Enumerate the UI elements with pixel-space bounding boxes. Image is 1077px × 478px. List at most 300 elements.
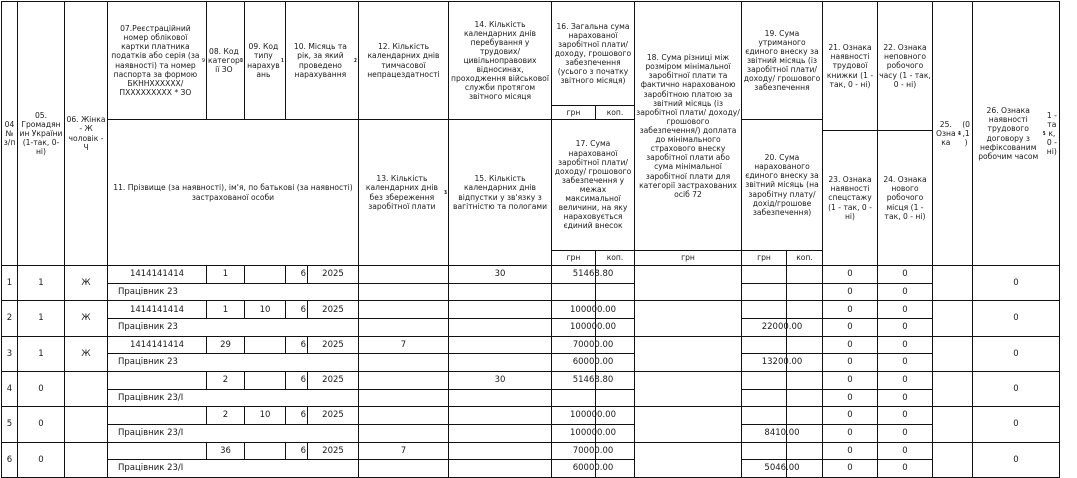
contract-flag-text: 0 xyxy=(1013,383,1019,394)
month-text: 6 xyxy=(300,410,306,421)
grid-line xyxy=(107,119,552,120)
row-number-text: 1 xyxy=(6,278,13,289)
col-13-header-text: 13. Кількість календарних днів без збереження заробітної плати xyxy=(365,174,438,211)
col-16-kop xyxy=(596,106,634,119)
total-salary-text: 70000.00 xyxy=(572,445,614,456)
category-code xyxy=(207,337,244,354)
work-book-flag xyxy=(823,372,877,389)
gender-text: Ж xyxy=(81,348,91,359)
citizen-flag-text: 1 xyxy=(38,313,44,324)
grid-line xyxy=(551,250,823,251)
part-time-flag-text: 0 xyxy=(902,339,908,350)
employee-name-text: Працівник 23/І xyxy=(118,463,184,474)
tax-id-text: 1414141414 xyxy=(129,304,185,315)
grid-line xyxy=(741,459,933,460)
gender xyxy=(65,266,107,300)
contract-flag-text: 0 xyxy=(1013,348,1019,359)
work-book-flag xyxy=(823,301,877,318)
new-workplace-flag xyxy=(878,284,932,301)
work-book-flag-text: 0 xyxy=(847,375,853,386)
grid-line xyxy=(107,424,449,425)
col-06-header xyxy=(65,2,107,265)
gender xyxy=(65,372,107,406)
accrual-type xyxy=(245,266,285,283)
withheld-contribution xyxy=(742,407,822,424)
year-text: 2025 xyxy=(322,269,344,280)
month xyxy=(286,407,307,424)
grid-line xyxy=(206,265,207,284)
accrual-type xyxy=(245,443,285,460)
grid-line xyxy=(448,283,552,284)
withheld-contribution xyxy=(742,372,822,389)
col-05-header-text: 05. Громадянин України (1-так, 0-ні) xyxy=(19,110,63,157)
grid-line xyxy=(107,318,449,319)
employment-days-text: 30 xyxy=(494,375,506,386)
grid-line xyxy=(448,389,552,390)
col-14-header-text: 14. Кількість календарних днів перебування у трудових/ цивільноправових відносинах, проходження військової служби протягом звітного місяця xyxy=(451,19,549,102)
accrual-type xyxy=(245,372,285,389)
col-19-header xyxy=(742,2,822,119)
maternity-days xyxy=(449,319,551,336)
col-16-header xyxy=(552,2,634,105)
gender-text: Ж xyxy=(81,278,91,289)
maternity-days xyxy=(449,425,551,442)
col-26-header-tail: 1 - так, 0 - ні) xyxy=(1046,110,1057,157)
special-service-flag xyxy=(823,390,877,407)
special-service-flag xyxy=(823,284,877,301)
col-21-header xyxy=(823,2,877,130)
row-number-text: 3 xyxy=(6,348,13,359)
col-14-header xyxy=(449,2,551,119)
col-04-header-text: 04 № з/п xyxy=(3,119,16,148)
part-time-flag xyxy=(878,372,932,389)
year-text: 2025 xyxy=(322,339,344,350)
employment-days xyxy=(449,337,551,354)
capped-salary xyxy=(552,319,634,336)
grid-line xyxy=(448,318,552,319)
maternity-days xyxy=(449,284,551,301)
grid-line xyxy=(244,1,245,120)
contract-flag-text: 0 xyxy=(1013,313,1019,324)
year xyxy=(308,337,358,354)
accrued-contribution xyxy=(742,284,822,301)
sick-days xyxy=(359,337,448,354)
col-16-hrn-text: грн xyxy=(566,107,581,117)
col-16-hrn xyxy=(552,106,595,119)
employee-name-text: Працівник 23 xyxy=(118,286,178,297)
col-20-hrn-text: грн xyxy=(757,253,771,263)
row-number-text: 5 xyxy=(6,419,13,430)
grid-line xyxy=(551,318,635,319)
accrued-contribution-text: 5046.00 xyxy=(764,463,800,474)
col-25-header: 25. Ознака 14 (0,1) xyxy=(933,2,972,265)
month-text: 6 xyxy=(300,339,306,350)
grid-line xyxy=(206,336,207,354)
col-25-header-text: 25. Ознака xyxy=(936,119,956,148)
grid-line xyxy=(244,442,245,461)
citizen-flag-text: 0 xyxy=(38,383,44,394)
part-time-flag xyxy=(878,301,932,318)
special-service-flag-text: 0 xyxy=(847,286,853,297)
citizen-flag xyxy=(18,443,64,477)
employee-name-text: Працівник 23 xyxy=(118,357,178,368)
tax-id xyxy=(108,372,206,389)
special-service-flag-text: 0 xyxy=(847,428,853,439)
col-17-hrn-text: грн xyxy=(566,253,581,263)
work-book-flag-text: 0 xyxy=(847,304,853,315)
accrual-type xyxy=(245,301,285,318)
tax-id xyxy=(108,337,206,354)
employee-name xyxy=(108,319,358,336)
col-24-header xyxy=(878,131,932,265)
employee-name xyxy=(108,460,358,477)
contract-flag xyxy=(973,407,1059,441)
maternity-days xyxy=(449,390,551,407)
col-20-hrn xyxy=(742,251,786,265)
grid-line xyxy=(448,459,552,460)
new-workplace-flag xyxy=(878,319,932,336)
new-workplace-flag xyxy=(878,390,932,407)
sick-days-text: 7 xyxy=(400,445,407,456)
row-number xyxy=(2,266,17,300)
gender xyxy=(65,301,107,335)
grid-line xyxy=(741,424,933,425)
col-18-header xyxy=(635,2,741,250)
special-service-flag-text: 0 xyxy=(847,463,853,474)
grid-line xyxy=(285,300,286,319)
col-15-header xyxy=(449,120,551,265)
category-code xyxy=(207,266,244,283)
new-workplace-flag-text: 0 xyxy=(902,322,908,333)
maternity-days xyxy=(449,460,551,477)
part-time-flag xyxy=(878,407,932,424)
col-23-header-text: 23. Ознака наявності спецстажу (1 - так, 0 - ні) xyxy=(828,175,872,221)
part-time-flag xyxy=(878,337,932,354)
contract-flag-text: 0 xyxy=(1013,454,1019,465)
total-salary xyxy=(552,301,634,318)
category-code xyxy=(207,443,244,460)
month-text: 6 xyxy=(300,445,306,456)
col-18-hrn xyxy=(635,251,741,265)
capped-salary xyxy=(552,460,634,477)
employee-name xyxy=(108,425,358,442)
col-20-kop xyxy=(787,251,822,265)
col-26-header-text: 26. Ознака наявності трудового договору з нефіксованим робочим часом xyxy=(978,106,1039,161)
col-07-header: 07.Реєстраційний номер облікової картки платника податків або серія (за наявності) та номер паспорта за формою БКННХХХХХХ/ ПХХХХХХХХХ * ЗО 9 xyxy=(108,2,206,119)
accrued-contribution xyxy=(742,354,822,371)
col-22-header xyxy=(878,2,932,130)
tax-id-text: 1414141414 xyxy=(129,269,185,280)
new-workplace-flag-text: 0 xyxy=(902,357,908,368)
col-17-header xyxy=(552,120,634,250)
col-09-header-text: 09. Код типу нарахувань xyxy=(247,42,280,79)
special-service-flag xyxy=(823,354,877,371)
category-code-text: 1 xyxy=(222,304,229,315)
special-service-flag xyxy=(823,460,877,477)
category-code-text: 1 xyxy=(222,269,229,280)
month xyxy=(286,443,307,460)
grid-line xyxy=(107,353,449,354)
work-book-flag xyxy=(823,266,877,283)
unpaid-days xyxy=(359,319,448,336)
col-24-header-text: 24. Ознака нового робочого місця (1 - так, 0 - ні) xyxy=(883,175,927,221)
contract-flag-text: 0 xyxy=(1013,278,1019,289)
category-code xyxy=(207,407,244,424)
col-10-header-text: 10. Місяць та рік, за який проведено нарахування xyxy=(293,42,347,79)
gender xyxy=(65,337,107,371)
col-10-header: 10. Місяць та рік, за який проведено нарахування 12 xyxy=(286,2,358,119)
year-text: 2025 xyxy=(322,375,344,386)
work-book-flag xyxy=(823,337,877,354)
tax-id xyxy=(108,266,206,283)
col-22-header-text: 22. Ознака неповного робочого часу (1 - так, 0 - ні) xyxy=(879,43,931,89)
grid-line xyxy=(551,119,635,120)
col-16-header-text: 16. Загальна сума нарахованої заробітної плати/ доходу, грошового забезпечення (усього з початку звітного місяця) xyxy=(554,21,632,86)
col-11-header-text: 11. Прізвище (за наявності), ім'я, по батькові (за наявності) застрахованої особи xyxy=(113,183,353,202)
grid-line xyxy=(551,459,635,460)
col-08-header: 08. Код категорії ЗО 10 xyxy=(208,46,243,75)
tax-id xyxy=(108,301,206,318)
work-book-flag xyxy=(823,407,877,424)
col-04-header xyxy=(2,2,17,265)
citizen-flag-text: 0 xyxy=(38,419,44,430)
sick-days xyxy=(359,407,448,424)
contract-flag xyxy=(973,266,1059,300)
unpaid-days xyxy=(359,284,448,301)
grid-line xyxy=(741,389,933,390)
total-salary-text: 51468.80 xyxy=(572,269,614,280)
capped-salary xyxy=(552,425,634,442)
grid-line xyxy=(206,1,207,120)
grid-line xyxy=(551,389,635,390)
col-12-header-text: 12. Кількість календарних днів тимчасової непрацездатності xyxy=(367,42,440,79)
new-workplace-flag-text: 0 xyxy=(902,463,908,474)
contract-flag xyxy=(973,337,1059,371)
grid-line xyxy=(107,389,449,390)
accrued-contribution xyxy=(742,390,822,407)
part-time-flag xyxy=(878,266,932,283)
grid-line xyxy=(307,300,308,319)
work-book-flag-text: 0 xyxy=(847,269,853,280)
work-book-flag-text: 0 xyxy=(847,339,853,350)
month xyxy=(286,266,307,283)
contract-flag xyxy=(973,443,1059,477)
category-code-text: 36 xyxy=(220,445,231,456)
row-number xyxy=(2,443,17,477)
accrued-contribution-text: 8410.00 xyxy=(764,428,800,439)
total-salary xyxy=(552,407,634,424)
month-text: 6 xyxy=(300,269,306,280)
grid-line xyxy=(107,459,449,460)
unpaid-days xyxy=(359,390,448,407)
total-salary xyxy=(552,443,634,460)
employment-days xyxy=(449,443,551,460)
gender xyxy=(65,407,107,441)
contract-flag xyxy=(973,372,1059,406)
col-07-header-text: 07.Реєстраційний номер облікової картки платника податків або серія (за наявності) та номер паспорта за формою БКННХХХХХХ/ ПХХХХХХХХХ * ЗО xyxy=(111,24,200,97)
capped-salary-text: 60000.00 xyxy=(572,463,614,474)
accrual-type-text: 10 xyxy=(259,410,271,421)
capped-salary-text: 100000.00 xyxy=(570,428,616,439)
citizen-flag xyxy=(18,266,64,300)
month xyxy=(286,372,307,389)
grid-line xyxy=(551,283,635,284)
employee-name-text: Працівник 23/І xyxy=(118,392,184,403)
grid-line xyxy=(244,300,245,319)
part-time-flag-text: 0 xyxy=(902,445,908,456)
month xyxy=(286,337,307,354)
citizen-flag xyxy=(18,301,64,335)
capped-salary-text: 100000.00 xyxy=(570,322,616,333)
grid-line xyxy=(285,265,286,284)
category-code-text: 29 xyxy=(220,339,231,350)
row-number-text: 2 xyxy=(6,313,13,324)
special-service-flag-text: 0 xyxy=(847,392,853,403)
grid-line xyxy=(285,442,286,461)
grid-line xyxy=(551,424,635,425)
tax-id xyxy=(108,407,206,424)
col-20-header xyxy=(742,120,822,250)
grid-line xyxy=(1,1,1060,2)
work-book-flag-text: 0 xyxy=(847,445,853,456)
employee-name xyxy=(108,390,358,407)
grid-line xyxy=(285,406,286,425)
col-21-header-text: 21. Ознака наявності трудової книжки (1 - так, 0 - ні) xyxy=(826,43,874,89)
accrued-contribution-text: 13200.00 xyxy=(761,357,803,368)
grid-line xyxy=(448,353,552,354)
accrued-contribution xyxy=(742,319,822,336)
employment-days xyxy=(449,301,551,318)
employment-days-text: 30 xyxy=(494,269,506,280)
employment-days xyxy=(449,372,551,389)
total-salary-text: 51468.80 xyxy=(572,375,614,386)
grid-line xyxy=(206,371,207,390)
special-service-flag-text: 0 xyxy=(847,357,853,368)
employee-name xyxy=(108,284,358,301)
year xyxy=(308,372,358,389)
col-17-kop-text: коп. xyxy=(606,253,624,263)
col-17-header-text: 17. Сума нарахованої заробітної плати/ доходу/ грошового забезпечення у межах максимальної величини, на яку нараховується єдиний внесок xyxy=(554,139,632,231)
total-salary xyxy=(552,266,634,283)
accrual-type xyxy=(245,407,285,424)
row-number-text: 6 xyxy=(6,454,13,465)
col-06-header-text: 06. Жінка - Ж чоловік - Ч xyxy=(66,115,106,152)
year-text: 2025 xyxy=(322,304,344,315)
grid-line xyxy=(448,424,552,425)
row-number xyxy=(2,372,17,406)
total-salary xyxy=(552,372,634,389)
work-book-flag xyxy=(823,443,877,460)
grid-line xyxy=(307,442,308,461)
special-service-flag xyxy=(823,425,877,442)
col-26-header: 26. Ознака наявності трудового договору з нефіксованим робочим часом 15 1 - так, 0 - ні) xyxy=(973,2,1059,265)
row-number xyxy=(2,301,17,335)
maternity-days xyxy=(449,354,551,371)
grid-line xyxy=(206,300,207,319)
contract-flag xyxy=(973,301,1059,335)
gender xyxy=(65,443,107,477)
col-08-header-text: 08. Код категорії ЗО xyxy=(208,46,240,75)
month-text: 6 xyxy=(300,375,306,386)
capped-salary-text: 60000.00 xyxy=(572,357,614,368)
sick-days-text: 7 xyxy=(400,339,407,350)
unpaid-days xyxy=(359,354,448,371)
category-code xyxy=(207,372,244,389)
year xyxy=(308,443,358,460)
withheld-contribution xyxy=(742,443,822,460)
col-12-header xyxy=(359,2,448,119)
withheld-contribution xyxy=(742,301,822,318)
col-05-header xyxy=(18,2,64,265)
grid-line xyxy=(741,283,933,284)
part-time-flag-text: 0 xyxy=(902,410,908,421)
year xyxy=(308,301,358,318)
month-text: 6 xyxy=(300,304,306,315)
new-workplace-flag xyxy=(878,354,932,371)
sick-days xyxy=(359,266,448,283)
special-service-flag xyxy=(823,319,877,336)
grid-line xyxy=(741,119,823,120)
sick-days xyxy=(359,372,448,389)
employee-name xyxy=(108,354,358,371)
grid-line xyxy=(244,336,245,354)
withheld-contribution xyxy=(742,266,822,283)
grid-line xyxy=(307,406,308,425)
employment-days xyxy=(449,407,551,424)
citizen-flag-text: 1 xyxy=(38,348,44,359)
col-17-kop xyxy=(596,251,634,265)
col-25-header-tail: (0,1) xyxy=(962,119,970,148)
total-salary-text: 100000.00 xyxy=(570,304,616,315)
accrued-contribution xyxy=(742,425,822,442)
grid-line xyxy=(741,353,933,354)
special-service-flag-text: 0 xyxy=(847,322,853,333)
col-18-hrn-text: грн xyxy=(681,253,695,263)
col-15-header-text: 15. Кількість календарних днів відпустки у зв'язку з вагітністю та пологами xyxy=(452,174,548,211)
category-code-text: 2 xyxy=(222,375,229,386)
employment-days xyxy=(449,266,551,283)
grid-line xyxy=(244,265,245,284)
grid-line xyxy=(285,1,286,120)
unpaid-days xyxy=(359,425,448,442)
accrual-type xyxy=(245,337,285,354)
col-20-header-text: 20. Сума нарахованого єдиного внеску за звітний місяць (на заробітну плату/ дохід/грошове забезпечення) xyxy=(745,153,819,217)
citizen-flag-text: 1 xyxy=(38,278,44,289)
contract-flag-text: 0 xyxy=(1013,419,1019,430)
accrued-contribution xyxy=(742,460,822,477)
employee-name-text: Працівник 23 xyxy=(118,322,178,333)
col-16-kop-text: коп. xyxy=(606,107,624,117)
year-text: 2025 xyxy=(322,445,344,456)
col-13-header: 13. Кількість календарних днів без збереження заробітної плати 13 xyxy=(359,120,448,265)
part-time-flag xyxy=(878,443,932,460)
total-salary-text: 70000.00 xyxy=(572,339,614,350)
sick-days xyxy=(359,301,448,318)
new-workplace-flag-text: 0 xyxy=(902,392,908,403)
month xyxy=(286,301,307,318)
col-20-kop-text: коп. xyxy=(796,253,813,263)
grid-line xyxy=(741,318,933,319)
capped-salary xyxy=(552,284,634,301)
grid-line xyxy=(244,406,245,425)
category-code xyxy=(207,301,244,318)
tax-id xyxy=(108,443,206,460)
total-salary xyxy=(552,337,634,354)
work-book-flag-text: 0 xyxy=(847,410,853,421)
new-workplace-flag xyxy=(878,425,932,442)
grid-line xyxy=(244,371,245,390)
grid-line xyxy=(551,105,635,106)
